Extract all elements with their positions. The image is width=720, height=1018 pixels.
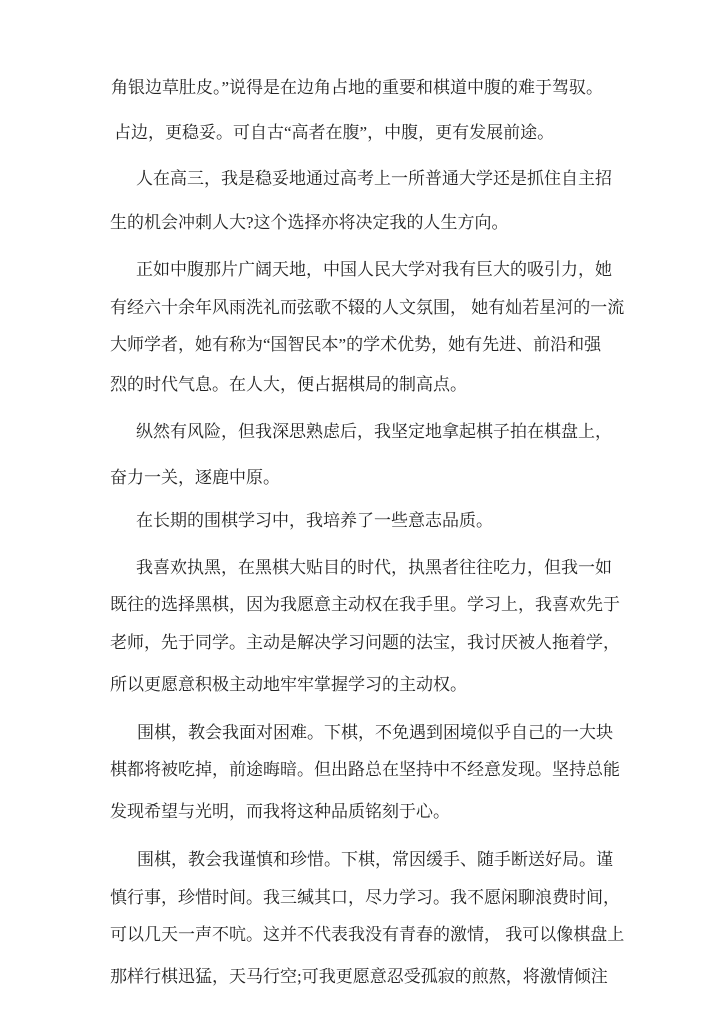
text-line: 纵然有风险，但我深思熟虑后，我坚定地拿起棋子拍在棋盘上， bbox=[136, 422, 612, 441]
text-line: 有经六十余年风雨洗礼而弦歌不辍的人文氛围， 她有灿若星河的一流 bbox=[110, 298, 625, 317]
text-line: 可以几天一声不吭。这并不代表我没有青春的激情， 我可以像棋盘上 bbox=[110, 925, 625, 944]
text-line: 慎行事，珍惜时间。我三缄其口，尽力学习。我不愿闲聊浪费时间， bbox=[110, 888, 620, 907]
text-line: 大师学者，她有称为“国智民本”的学术优势，她有先进、前沿和强 bbox=[110, 335, 602, 354]
text-line: 生的机会冲刺人大?这个选择亦将决定我的人生方向。 bbox=[110, 213, 509, 232]
text-line: 发现希望与光明，而我将这种品质铭刻于心。 bbox=[110, 802, 450, 821]
text-line: 所以更愿意积极主动地牢牢掌握学习的主动权。 bbox=[110, 675, 467, 694]
text-line: 在长期的围棋学习中，我培养了一些意志品质。 bbox=[136, 511, 493, 530]
text-line: 棋都将被吃掉，前途晦暗。但出路总在坚持中不经意发现。坚持总能 bbox=[110, 760, 620, 779]
text-line: 老师，先于同学。主动是解决学习问题的法宝，我讨厌被人拖着学， bbox=[110, 633, 620, 652]
text-line: 我喜欢执黑，在黑棋大贴目的时代，执黑者往往吃力，但我一如 bbox=[136, 558, 612, 577]
text-line: 围棋，教会我面对困难。下棋，不免遇到困境似乎自己的一大块 bbox=[137, 723, 613, 742]
text-line: 烈的时代气息。在人大，便占据棋局的制高点。 bbox=[110, 375, 467, 394]
text-line: 占边，更稳妥。可自古“高者在腹”，中腹，更有发展前途。 bbox=[114, 123, 555, 142]
text-line: 奋力一关，逐鹿中原。 bbox=[110, 468, 280, 487]
text-line: 那样行棋迅猛，天马行空;可我更愿意忍受孤寂的煎熬，将激情倾注 bbox=[110, 967, 608, 986]
text-line: 人在高三，我是稳妥地通过高考上一所普通大学还是抓住自主招 bbox=[136, 169, 612, 188]
text-line: 正如中腹那片广阔天地，中国人民大学对我有巨大的吸引力，她 bbox=[136, 260, 612, 279]
text-line: 角银边草肚皮。”说得是在边角占地的重要和棋道中腹的难于驾驭。 bbox=[111, 78, 604, 97]
text-line: 既往的选择黑棋，因为我愿意主动权在我手里。学习上，我喜欢先于 bbox=[110, 595, 620, 614]
text-line: 围棋，教会我谨慎和珍惜。下棋，常因缓手、随手断送好局。谨 bbox=[137, 850, 613, 869]
